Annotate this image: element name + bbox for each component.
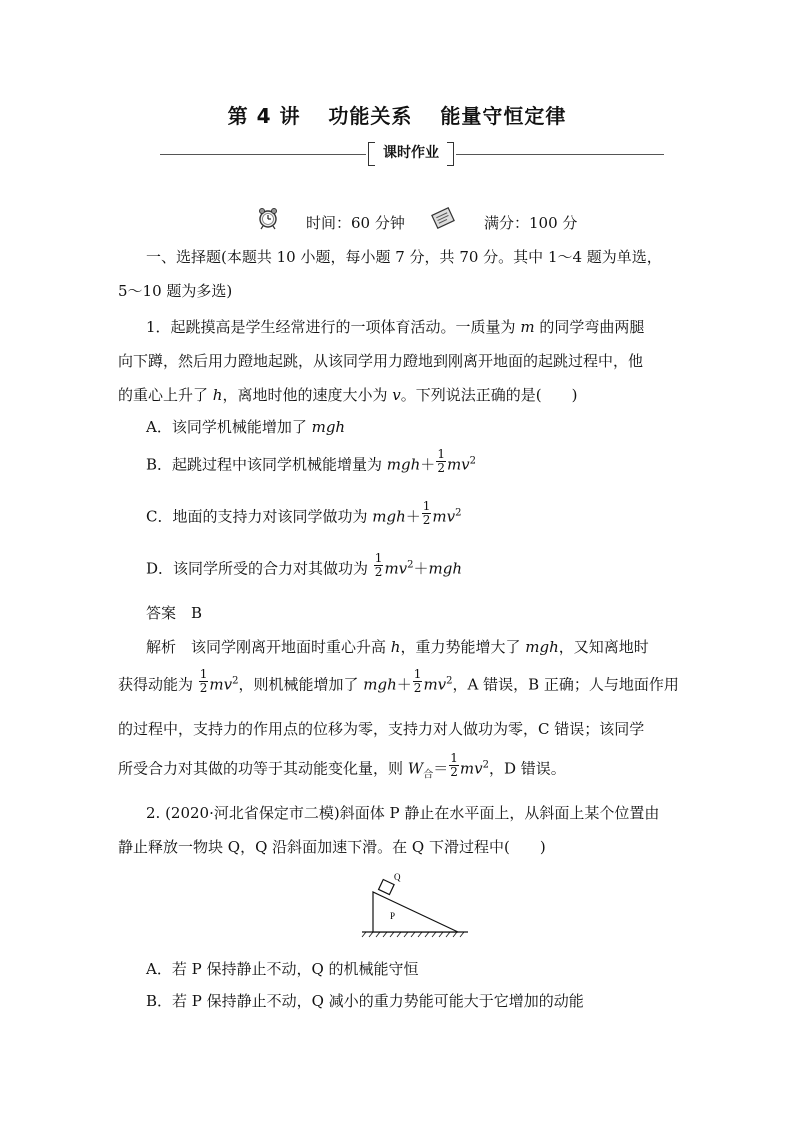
math-plus: ＋ xyxy=(405,507,421,526)
q1-text: 。下列说法正确的是( ) xyxy=(400,386,578,404)
analysis-line-4 xyxy=(118,751,566,783)
answer-value: B xyxy=(191,604,203,622)
math-equals: ＝ xyxy=(433,759,449,778)
option-text: B．起跳过程中该同学机械能增量为 xyxy=(146,455,387,474)
q1-text: ，离地时他的速度大小为 xyxy=(222,386,393,404)
q1-option-c xyxy=(146,499,462,531)
math-mgh: mgh xyxy=(363,675,397,694)
label-q: Q xyxy=(394,872,401,882)
fraction-den: 2 xyxy=(199,681,208,695)
option-text: D．该同学所受的合力对其做功为 xyxy=(146,559,373,578)
q1-var-v: v xyxy=(392,386,401,404)
time-score-bar xyxy=(0,206,794,236)
fraction-num: 1 xyxy=(437,447,445,461)
q1-line-2: 向下蹲，然后用力蹬地起跳，从该同学用力蹬地到刚离开地面的起跳过程中，他 xyxy=(118,352,644,370)
answer-label: 答案 xyxy=(146,604,177,622)
q1-line-1 xyxy=(146,316,644,337)
q2-line-1: 2. (2020·河北省保定市二模)斜面体 P 静止在水平面上，从斜面上某个位置由 xyxy=(146,804,660,822)
q1-option-a xyxy=(146,416,345,437)
q2-option-a: A．若 P 保持静止不动，Q 的机械能守恒 xyxy=(146,960,419,978)
q1-line-3 xyxy=(118,384,577,405)
fraction-den: 2 xyxy=(374,565,383,579)
q2-option-b: B．若 P 保持静止不动，Q 减小的重力势能可能大于它增加的动能 xyxy=(146,992,584,1010)
analysis-line-3: 的过程中，支持力的作用点的位移为零，支持力对人做功为零，C 错误；该同学 xyxy=(118,720,645,738)
option-text: A．该同学机械能增加了 xyxy=(146,418,312,436)
analysis-text: ，A 错误，B 正确；人与地面作用 xyxy=(452,675,679,694)
analysis-label: 解析 xyxy=(146,638,177,656)
math-mv: mv xyxy=(459,759,483,778)
math-h: h xyxy=(390,638,401,656)
q1-var-h: h xyxy=(212,386,223,404)
fraction-num: 1 xyxy=(199,667,208,681)
math-mgh: mgh xyxy=(386,455,421,474)
q1-option-b xyxy=(146,447,477,479)
section-instruction-line-1: 一、选择题(本题共 10 小题，每小题 7 分，共 70 分。其中 1～4 题为单选， xyxy=(146,248,662,266)
math-square: 2 xyxy=(407,559,414,571)
incline-diagram xyxy=(360,868,470,940)
math-square: 2 xyxy=(232,675,239,687)
score-sheet-icon xyxy=(430,206,456,234)
alarm-clock-icon xyxy=(256,206,280,234)
header-rule-right xyxy=(456,154,664,155)
ground-hatching xyxy=(362,932,464,937)
q1-var-m: m xyxy=(520,318,535,336)
answer-line xyxy=(146,602,202,623)
q1-text: 的重心上升了 xyxy=(118,386,213,404)
q1-text: 的同学弯曲两腿 xyxy=(534,318,645,336)
math-mgh: mgh xyxy=(311,418,346,436)
fraction-den: 2 xyxy=(422,513,431,527)
analysis-text: 所受合力对其做的功等于其动能变化量，则 xyxy=(118,759,408,778)
math-W: W xyxy=(407,759,424,778)
fraction-num: 1 xyxy=(374,551,383,565)
math-square: 2 xyxy=(446,675,453,687)
fraction-num: 1 xyxy=(413,667,422,681)
section-instruction-line-2: 5～10 题为多选) xyxy=(118,282,233,300)
analysis-text: 获得动能为 xyxy=(118,675,198,694)
math-mv: mv xyxy=(432,507,456,526)
analysis-text: ，重力势能增大了 xyxy=(400,638,526,656)
fraction-half xyxy=(449,752,459,779)
math-mv: mv xyxy=(384,559,408,578)
math-square: 2 xyxy=(455,507,462,519)
fraction-den: 2 xyxy=(413,681,422,695)
fraction-half xyxy=(413,668,423,695)
math-plus: ＋ xyxy=(420,455,436,474)
fraction-half xyxy=(436,448,446,475)
math-square: 2 xyxy=(469,455,477,467)
math-mv: mv xyxy=(423,675,447,694)
header-rule-left xyxy=(160,154,366,155)
fraction-num: 1 xyxy=(450,751,458,765)
fraction-half xyxy=(199,668,209,695)
analysis-text: ，则机械能增加了 xyxy=(238,675,364,694)
full-score: 满分：100 分 xyxy=(484,214,578,232)
math-mv: mv xyxy=(209,675,233,694)
math-mv: mv xyxy=(446,455,470,474)
analysis-text: 该同学刚离开地面时重心升高 xyxy=(176,638,391,656)
q1-text: 1．起跳摸高是学生经常进行的一项体育活动。一质量为 xyxy=(146,318,521,336)
lecture-number: 第 4 讲 xyxy=(227,104,301,128)
page-title xyxy=(0,100,794,129)
option-text: C．地面的支持力对该同学做功为 xyxy=(146,507,373,526)
fraction-num: 1 xyxy=(422,499,431,513)
time-limit: 时间：60 分钟 xyxy=(306,214,405,232)
fraction-half xyxy=(422,500,432,527)
fraction-den: 2 xyxy=(450,765,458,779)
fraction-half xyxy=(374,552,384,579)
math-mgh: mgh xyxy=(525,638,559,656)
analysis-text: ，D 错误。 xyxy=(488,759,566,778)
title-topic-2: 能量守恒定律 xyxy=(440,104,567,128)
fraction-den: 2 xyxy=(437,461,445,475)
label-p: P xyxy=(390,911,396,921)
math-plus: ＋ xyxy=(396,675,412,694)
incline-p xyxy=(373,892,458,932)
math-plus: ＋ xyxy=(413,559,429,578)
q1-option-d xyxy=(146,551,463,583)
homework-badge: 课时作业 xyxy=(368,142,454,164)
analysis-line-1 xyxy=(146,636,649,657)
math-mgh: mgh xyxy=(428,559,463,578)
analysis-text: ，又知离地时 xyxy=(558,638,649,656)
math-mgh: mgh xyxy=(372,507,406,526)
q2-line-2: 静止释放一物块 Q，Q 沿斜面加速下滑。在 Q 下滑过程中( ) xyxy=(118,838,546,856)
math-subscript: 合 xyxy=(423,769,434,781)
title-topic-1: 功能关系 xyxy=(328,104,413,128)
math-square: 2 xyxy=(482,759,489,771)
block-q xyxy=(379,879,395,894)
analysis-line-2 xyxy=(118,667,679,699)
